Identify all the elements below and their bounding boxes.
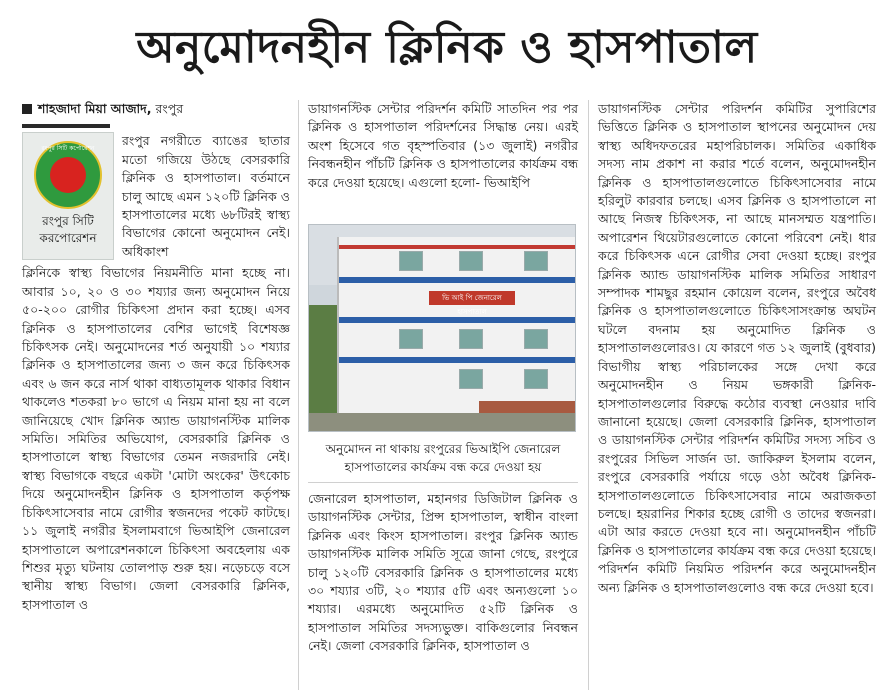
byline-rule	[22, 124, 110, 128]
column-3	[598, 100, 876, 597]
column-2-top	[308, 100, 578, 192]
city-corporation-logo	[34, 141, 102, 209]
column-divider	[588, 100, 589, 690]
headline: অনুমোদনহীন ক্লিনিক ও হাসপাতাল	[136, 22, 758, 73]
article-intro: রংপুর নগরীতে ব্যাঙের ছাতার মতো গজিয়ে উঠছে বেসরকারি ক্লিনিক ও হাসপাতাল। বর্তমানে চালু আছে এমন ১২০টি ক্লিনিক ও হাসপাতালের মধ্যে ৬৮টিরই স্বাস্থ্য বিভাগের কোনো অনুমোদন নেই। অধিকাংশ	[122, 133, 290, 259]
logo-caption-line2: করপোরেশন	[39, 231, 97, 246]
logo-caption	[23, 213, 113, 247]
article-text-col2-bottom: জেনারেল হাসপাতাল, মহানগর ডিজিটাল ক্লিনিক ও ডায়াগনস্টিক সেন্টার, প্রিন্স হাসপাতাল, স্বাধীন বাংলা ক্লিনিক এবং কিংস হাসপাতাল। রংপুর ক্লিনিক অ্যান্ড ডায়াগনস্টিক মালিক সমিতি সূত্রে জানা গেছে, রংপুরে চালু ১২০টি বেসরকারি ক্লিনিক ও হাসপাতালের মধ্যে ৩০ শয্যার ৩টি, ২০ শয্যার ৫টি এবং অন্যগুলো ১০ শয্যার। এরমধ্যে অনুমোদিত ৫২টি ক্লিনিক ও হাসপাতাল সমিতির সদস্যভুক্ত। বাকিগুলোর নিবন্ধন নেই। জেলা বেসরকারি ক্লিনিক, হাসপাতাল ও	[308, 491, 578, 654]
hospital-photo	[308, 224, 576, 432]
column-2-bottom	[308, 490, 578, 656]
column-1	[22, 100, 290, 614]
article-text-col3: ডায়াগনস্টিক সেন্টার পরিদর্শন কমিটির সুপারিশের ভিত্তিতে ক্লিনিক ও হাসপাতাল স্থাপনের অনুমোদন দেয় স্বাস্থ্য অধিদফতরের মহাপরিচালক। সমিতির একাধিক সদস্য নাম প্রকাশ না করার শর্তে বলেন, অনুমোদনহীন ক্লিনিক ও হাসপাতালগুলোতে চিকিৎসাসেবার নামে হরিলুট কারবার চলছে। এসব ক্লিনিক ও হাসপাতালে না আছে নিজস্ব চিকিৎসক, না আছে মানসম্মত যন্ত্রপাতি। অপারেশন থিয়েটারগুলোতে কোনো পরিবেশ নেই। ধার করে চিকিৎসক এনে রোগীর সেবা দেওয়া হচ্ছে। রংপুর ক্লিনিক অ্যান্ড ডায়াগনস্টিক মালিক সমিতির সাধারণ সম্পাদক শামছুর রহমান কোয়েল বলেন, রংপুরে অবৈধ ক্লিনিক ও হাসপাতালগুলোতে চিকিৎসাসংক্রান্ত অঘটন ঘটলে বদনাম হয় অনুমোদিত ক্লিনিক ও হাসপাতালগুলোরও। যে কারণে গত ১২ জুলাই (বুধবার) বিভাগীয় স্বাস্থ্য পরিচালকের সঙ্গে দেখা করে অনুমোদনহীন ও নিয়ম ভঙ্গকারী ক্লিনিক-হাসপাতালগুলোর বিরুদ্ধে কঠোর ব্যবস্থা নেওয়ার দাবি জানানো হয়েছে। জেলা বেসরকারি ক্লিনিক, হাসপাতাল ও ডায়াগনস্টিক সেন্টার পরিদর্শন কমিটির সদস্য সচিব ও রংপুরের সিভিল সার্জন ডা. জাকিরুল ইসলাম বলেন, রংপুরে বেসরকারি পর্যায়ে গড়ে ওঠা অবৈধ ক্লিনিক-হাসপাতালগুলোতে চিকিৎসাসেবার নামে অরাজকতা চলছে। হয়রানির শিকার হচ্ছে রোগী ও তাদের স্বজনরা। এটা আর করতে দেওয়া হবে না। অনুমোদনহীন পাঁচটি ক্লিনিক ও হাসপাতালের কার্যক্রম বন্ধ করে দেওয়া হয়েছে। পরিদর্শন কমিটি নিয়মিত পরিদর্শন করে অনুমোদনহীন অন্য ক্লিনিক ও হাসপাতালগুলোও বন্ধ করে দেওয়া হবে।	[598, 101, 876, 595]
logo-ring-text: রংপুর সিটি কর্পোরেশন	[41, 145, 95, 153]
square-bullet-icon	[22, 104, 32, 114]
article-text-col2-top: ডায়াগনস্টিক সেন্টার পরিদর্শন কমিটি সাতদিন পর পর ক্লিনিক ও হাসপাতাল পরিদর্শনের সিদ্ধান্ত নেয়। এরই অংশ হিসেবে গত বৃহস্পতিবার (১৩ জুলাই) নগরীর নিবন্ধনহীন পাঁচটি ক্লিনিক ও হাসপাতালের কার্যক্রম বন্ধ করে দেওয়া হয়েছে। এগুলো হলো- ভিআইপি	[308, 101, 578, 190]
article-text-col1: ক্লিনিকে স্বাস্থ্য বিভাগের নিয়মনীতি মানা হচ্ছে না। আবার ১০, ২০ ও ৩০ শয্যার জন্য অনুমোদন নিয়ে ৫০-২০০ রোগীর চিকিৎসা প্রদান করা হচ্ছে। এসব ক্লিনিক ও হাসপাতালের বেশির ভাগেই বিশেষজ্ঞ চিকিৎসক নেই। অনুমোদনের শর্ত অনুযায়ী ১০ শয্যার ক্লিনিক ও হাসপাতালের জন্য ৩ জন করে চিকিৎসক এবং ৬ জন করে নার্স থাকা বাধ্যতামূলক থাকার বিধান থাকলেও শতকরা ৮০ ভাগে এ নিয়ম মানা হয় না বলে জানিয়েছে খোদ ক্লিনিক অ্যান্ড ডায়াগনস্টিক মালিক সমিতি। সমিতির অভিযোগ, বেসরকারি ক্লিনিক ও হাসপাতালে স্বাস্থ্য বিভাগের তেমন নজরদারি নেই। স্বাস্থ্য বিভাগকে বছরে একটা 'মোটা অংকের' উৎকোচ দিয়ে অনুমোদনহীন ক্লিনিক ও হাসপাতাল কর্তৃপক্ষ চিকিৎসাসেবার নামে রোগীর স্বজনদের পকেট কাটছে। ১১ জুলাই নগরীর ইসলামবাগে ভিআইপি জেনারেল হাসপাতালে অপারেশনকালে চিকিৎসা অবহেলায় এক শিশুর মৃত্যু ঘটনায় তোলপাড় শুরু হয়। নড়েচড়ে বসে স্থানীয় স্বাস্থ্য বিভাগ। জেলা বেসরকারি ক্লিনিক, হাসপাতাল ও	[22, 265, 290, 612]
hospital-sign: ভি আই পি জেনারেল হাসপাতাল	[429, 291, 515, 305]
photo-caption: অনুমোদন না থাকায় রংপুরের ভিআইপি জেনারেল হাসপাতালের কার্যক্রম বন্ধ করে দেওয়া হয়	[325, 442, 561, 474]
logo-caption-line1: রংপুর সিটি	[42, 214, 94, 229]
byline-city: রংপুর	[151, 101, 184, 116]
byline	[22, 100, 290, 118]
city-corporation-logo-box	[22, 132, 114, 260]
column-divider	[298, 100, 299, 690]
caption-divider	[308, 482, 578, 483]
logo-emblem-icon	[50, 157, 86, 193]
author-name: শাহজাদা মিয়া আজাদ,	[38, 101, 152, 116]
